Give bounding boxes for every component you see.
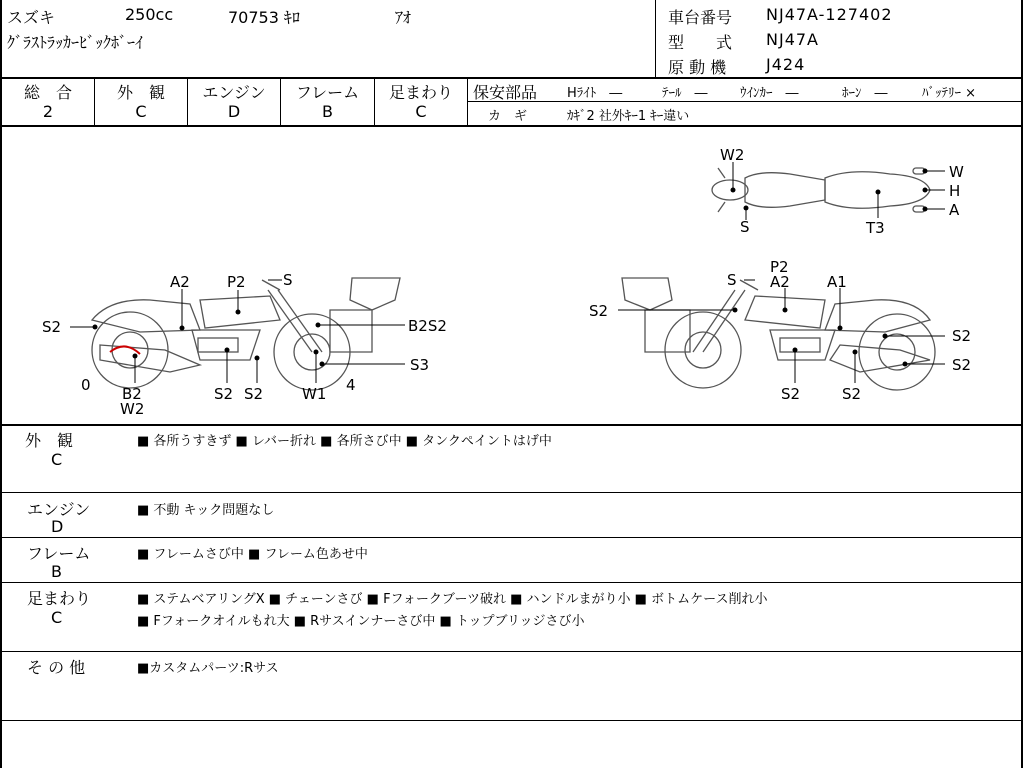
left-view-motorcycle [92,278,400,390]
remark-suspension-line-1: ■ ステムベアリングX ■ チェーンさび ■ Fフォークブーツ破れ ■ ハンドルまがり小 ■ ボトムケース削れ小 [137,592,768,607]
remark-other-line-1: ■カスタムパーツ:Rサス [137,661,279,676]
key-label: カ ギ [488,109,528,124]
safety-label: 保安部品 [473,83,538,102]
remark-frame-grade: B [51,562,62,581]
score-total-label: 総 合 [23,83,72,102]
top-label-a: A [949,201,960,219]
left-label-a2: A2 [170,273,190,291]
right-label-a2: A2 [770,273,790,291]
left-label-s2-a: S2 [214,385,234,403]
model-name: ｸﾞﾗｽﾄﾗｯｶｰﾋﾞｯｸﾎﾞｰｲ [7,33,144,52]
right-label-a1: A1 [827,273,847,291]
left-label-0: 0 [81,376,91,394]
chassis-label: 車台番号 [668,8,733,27]
maker: スズキ [7,8,56,27]
top-label-t3: T3 [866,219,885,237]
left-label-s2-b: S2 [244,385,264,403]
right-label-s2-c: S2 [952,356,972,374]
score-suspension-value: C [415,102,427,121]
type-value: NJ47A [766,30,819,49]
safety-tail: ﾃｰﾙ ― [662,86,708,101]
left-label-b2s2: B2S2 [408,317,447,335]
remark-exterior-category: 外 観 [25,431,74,450]
color: ｱｵ [395,8,412,27]
left-label-4: 4 [346,376,356,394]
score-frame-label: フレーム [295,83,360,102]
right-label-s: S [727,271,737,289]
right-label-s2-d: S2 [781,385,801,403]
right-label-s2-e: S2 [842,385,862,403]
remark-suspension-grade: C [51,608,63,627]
remark-exterior-line-1: ■ 各所うすきず ■ レバー折れ ■ 各所さび中 ■ タンクペイントはげ中 [137,434,552,449]
displacement: 250cc [125,5,174,24]
remark-engine-grade: D [51,517,64,536]
chassis-value: NJ47A-127402 [766,5,893,24]
top-label-w: W [949,163,964,181]
score-exterior-value: C [135,102,147,121]
score-frame-value: B [322,102,333,121]
remark-frame-line-1: ■ フレームさび中 ■ フレーム色あせ中 [137,547,368,562]
engine-label: 原 動 機 [668,58,727,77]
left-label-w1: W1 [302,385,327,403]
remark-suspension-category: 足まわり [27,589,92,608]
left-label-w2: W2 [120,400,145,418]
top-label-s: S [740,218,750,236]
left-label-b2: B2 [122,385,142,403]
remark-other-category: そ の 他 [27,658,86,677]
safety-winker: ｳｲﾝｶｰ ― [740,86,799,101]
top-view-motorcycle [712,168,930,212]
remark-frame-category: フレーム [27,544,91,563]
safety-battery: ﾊﾞｯﾃﾘｰ × [922,86,977,101]
mileage: 70753 ｷﾛ [228,8,300,27]
remark-exterior-grade: C [51,450,63,469]
safety-headlight: Hﾗｲﾄ ― [567,86,623,101]
left-label-p2: P2 [227,273,246,291]
score-total-value: 2 [42,102,54,121]
score-exterior-label: 外 観 [116,83,165,102]
engine-value: J424 [766,55,806,74]
right-label-s2-a: S2 [589,302,609,320]
top-label-h: H [949,182,961,200]
safety-horn: ﾎｰﾝ ― [842,86,888,101]
score-engine-label: エンジン [202,83,266,102]
remark-suspension-line-2: ■ Fフォークオイルもれ大 ■ Rサスインナーさび中 ■ トップブリッジさび小 [137,614,585,629]
right-view-motorcycle [622,278,935,390]
left-label-s2: S2 [42,318,62,336]
left-label-s3: S3 [410,356,430,374]
remark-engine-category: エンジン [27,500,91,519]
key-value: ｶｷﾞ2 社外ｷｰ1 ｷｰ違い [567,109,690,124]
right-label-s2-b: S2 [952,327,972,345]
remark-engine-line-1: ■ 不動 キック問題なし [137,503,275,518]
type-label: 型 式 [668,33,733,52]
score-engine-value: D [227,102,241,121]
right-label-p2: P2 [770,258,789,276]
score-suspension-label: 足まわり [388,83,453,102]
top-label-w2: W2 [720,146,745,164]
left-label-s: S [283,271,293,289]
